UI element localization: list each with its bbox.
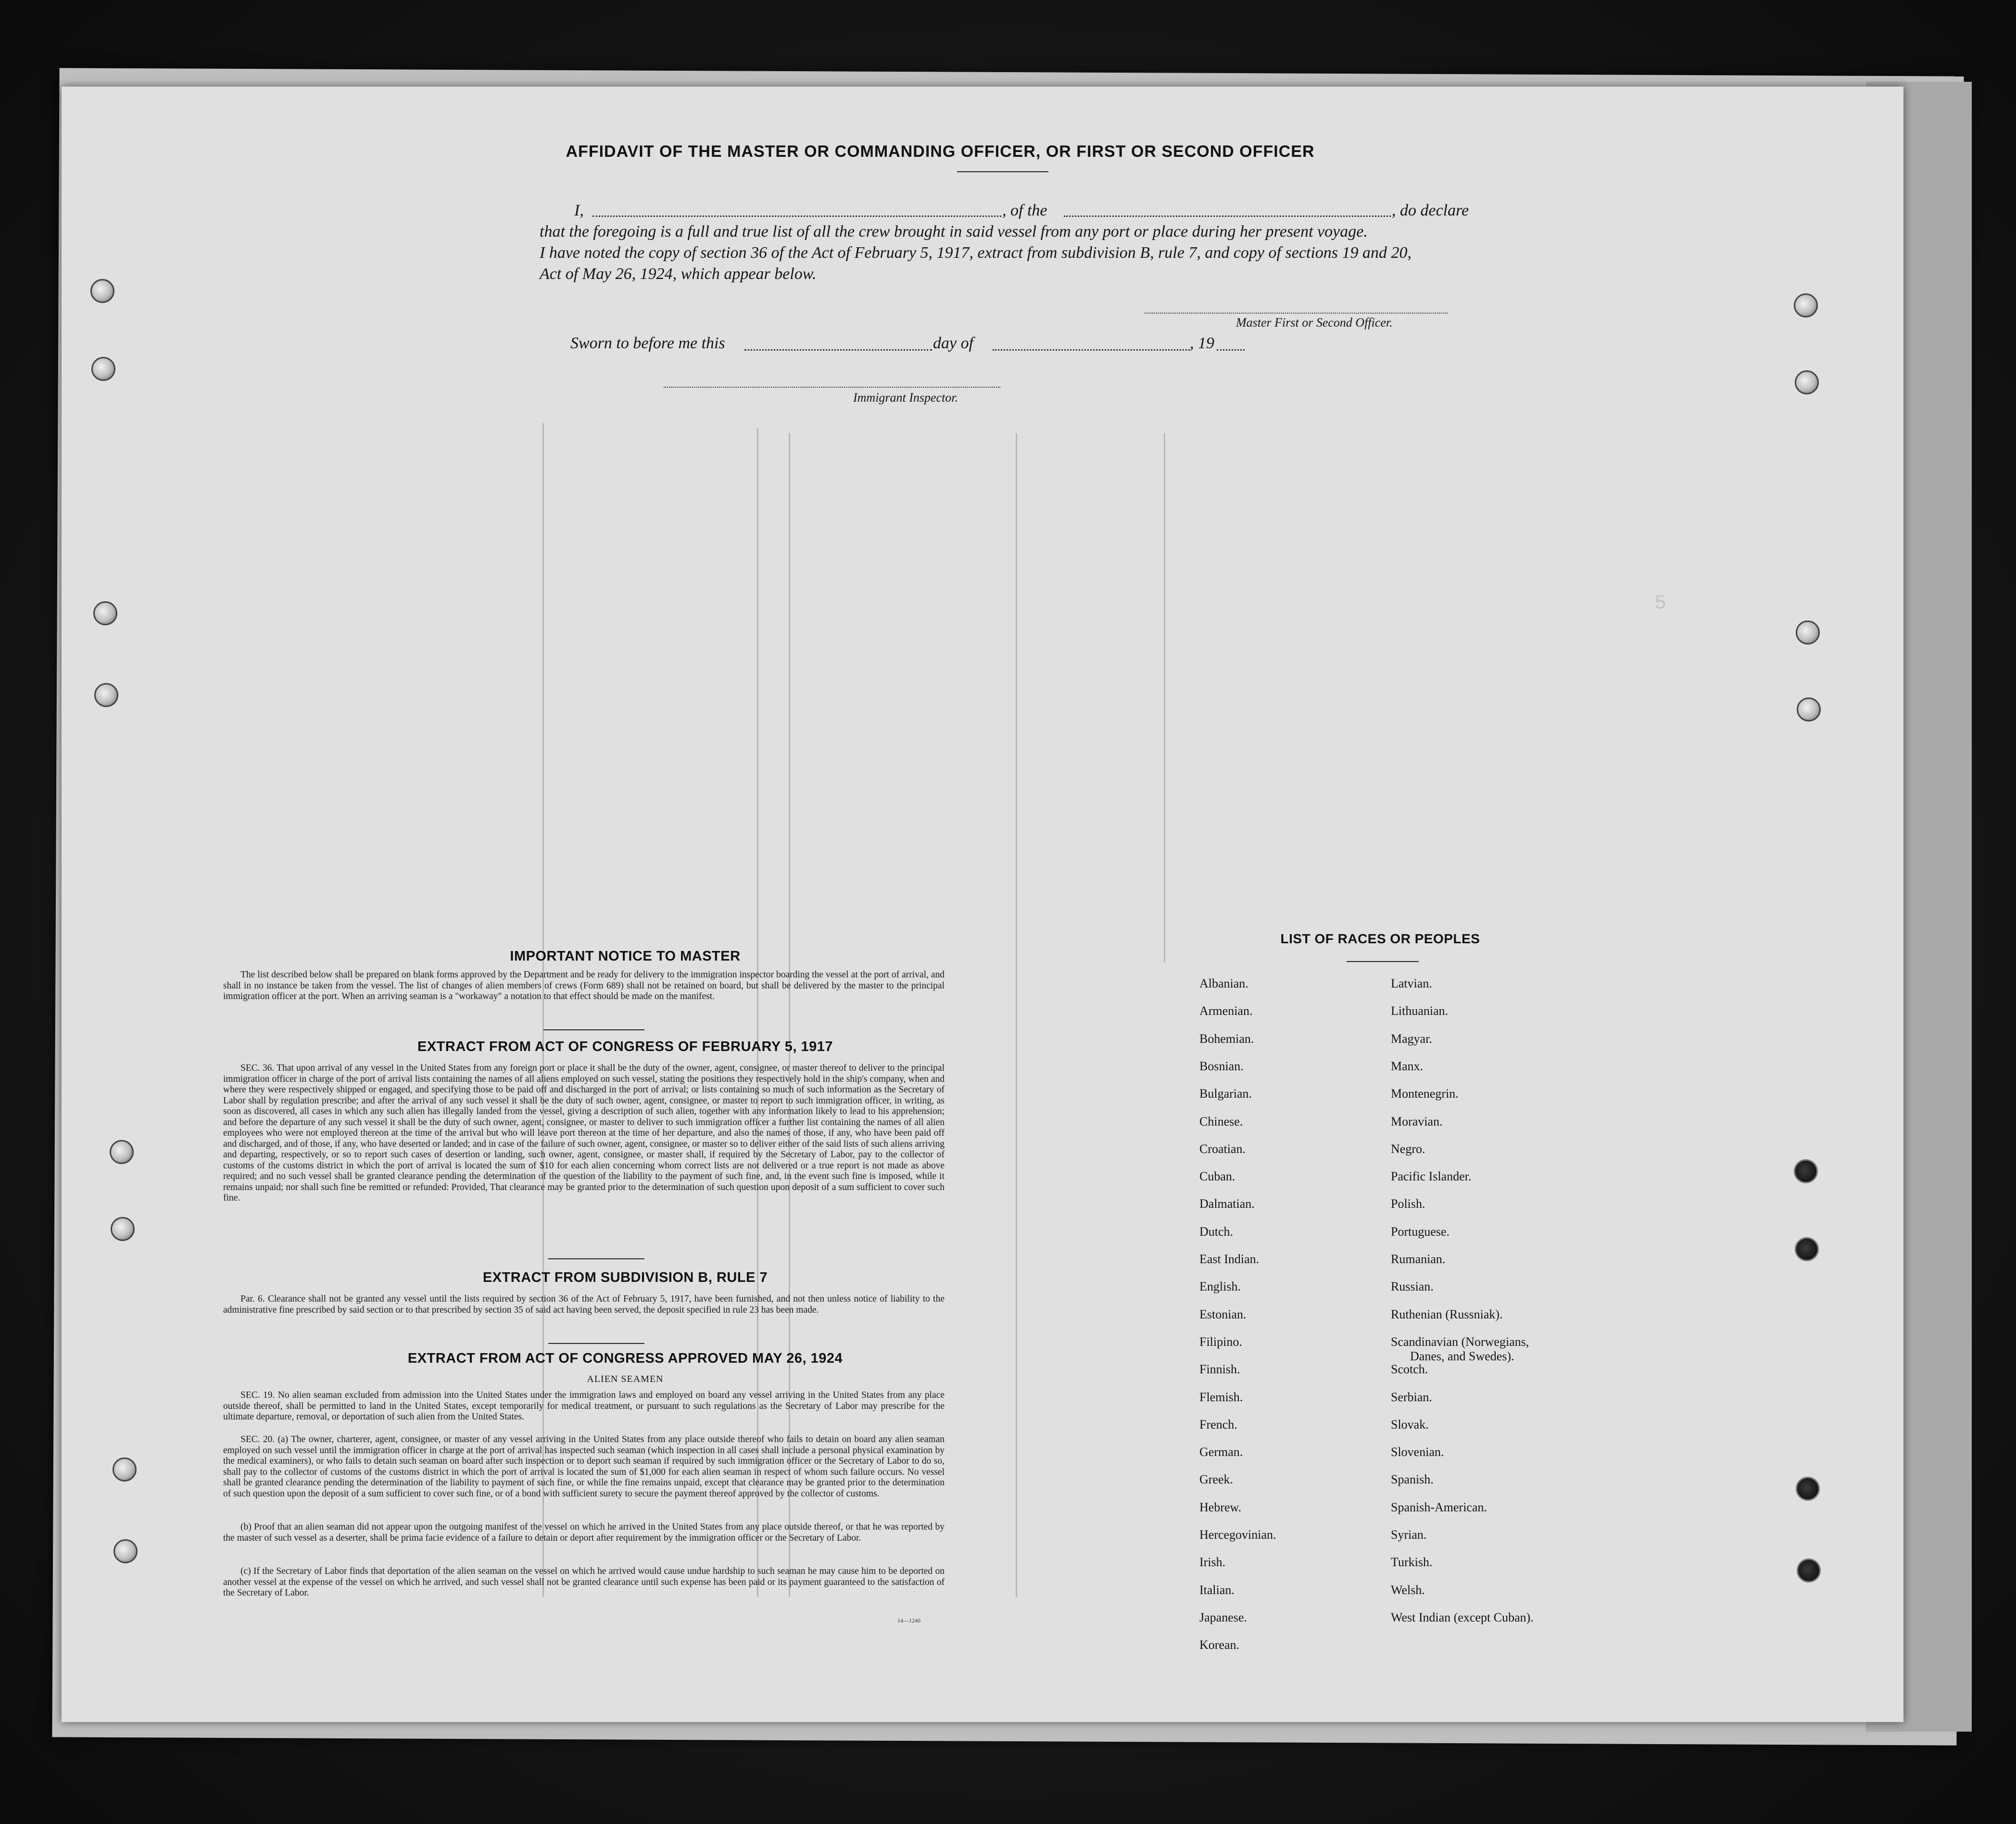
binder-hole [111, 1217, 135, 1241]
binder-hole [1796, 1477, 1820, 1501]
binder-hole [93, 601, 117, 625]
race-item: Cuban. [1199, 1169, 1235, 1184]
sec-20c-text: (c) If the Secretary of Labor finds that deportation of the alien seaman on the vessel on which he arrived would cause undue hardship to such seaman he may cause him to be deported on another vessel at the expense of the vessel on which he arrived, and such vessel shall not be granted clearance until such expense has been paid or its payment guaranteed to the satisfaction of the Secretary of Labor. [223, 1566, 945, 1598]
affidavit-line-4: Act of May 26, 1924, which appear below. [540, 265, 817, 283]
race-item: Japanese. [1199, 1610, 1247, 1624]
race-item: Moravian. [1391, 1114, 1443, 1128]
race-item: Welsh. [1391, 1583, 1425, 1597]
races-title-underline [1347, 961, 1419, 962]
race-item: Scandinavian (Norwegians, [1391, 1334, 1529, 1349]
race-item: Korean. [1199, 1638, 1240, 1652]
race-item: East Indian. [1199, 1252, 1260, 1266]
race-item: Spanish-American. [1391, 1500, 1487, 1514]
sec-20a-text: SEC. 20. (a) The owner, charterer, agent, consignee, or master of any vessel arriving in the United States from any place outside thereof who fails to detain on board any alien seaman employed on such vessel until the immigration officer in charge at the port of arrival has inspected such seaman (which inspection in all cases shall include a personal physical examination by the medical examiners), or who fails to detain such seaman on board after such inspection or to deport such seaman if required by such immigration officer or the Secretary of Labor to do so, shall pay to the collector of customs of the customs district in which the port of arrival is located the sum of $1,000 for each alien seaman in respect of whom such failure occurs. No vessel shall be granted clearance pending the determination of the liability to payment of such fine, or while the fine remains unpaid, except that clearance may be granted prior to the determination of such question upon the deposit of a sum sufficient to cover such fine, or of a bond with sufficient surety to secure the payment thereof approved by the collector of customs. [223, 1434, 945, 1499]
race-item: Lithuanian. [1391, 1004, 1449, 1018]
binder-hole [94, 683, 118, 707]
race-item: Dalmatian. [1199, 1197, 1255, 1211]
race-item: Chinese. [1199, 1114, 1243, 1128]
sworn-month-blank[interactable] [993, 349, 1190, 351]
extract-rule7-text: Par. 6. Clearance shall not be granted any vessel until the lists required by section 36 of the Act of February 5, 1917, have been furnished, and not then unless notice of liability to the administrative fine prescribed by said section or to that prescribed by section 35 of said act having been served, the deposit specified in rule 23 has been made. [223, 1294, 945, 1315]
race-item: Latvian. [1391, 976, 1432, 990]
race-item: Hercegovinian. [1199, 1528, 1276, 1542]
binder-hole [91, 357, 115, 381]
race-item: Finnish. [1199, 1362, 1240, 1377]
race-item: Spanish. [1391, 1472, 1434, 1487]
race-item: Polish. [1391, 1197, 1425, 1211]
race-item: Russian. [1391, 1279, 1434, 1294]
race-item: Albanian. [1199, 976, 1248, 990]
race-item: Italian. [1199, 1583, 1235, 1597]
bleed-through-column-line [1016, 433, 1017, 1597]
binder-hole [1797, 1558, 1821, 1583]
bleed-through-text: 5 [1654, 592, 1667, 615]
declare-text: , do declare [1392, 202, 1469, 219]
notice-text: The list described below shall be prepared on blank forms approved by the Department and be ready for delivery to the immigration inspector boarding the vessel at the port of arrival, and shall in no instance be taken from the vessel. The list of changes of alien members of crews (Form 689) shall not be retained on board, but shall be delivered by the master to the principal immigration officer at the port. When an arriving seaman is a "workaway" a notation to that effect should be made on the manifest. [223, 970, 945, 1001]
binder-hole [1795, 1237, 1819, 1261]
binder-hole [1796, 621, 1820, 645]
race-item: Danes, and Swedes). [1410, 1349, 1514, 1363]
inspector-signature-label: Immigrant Inspector. [853, 391, 958, 405]
sec-19-text: SEC. 19. No alien seaman excluded from admission into the United States under the immigration laws and employed on board any vessel arriving in the United States from any place outside thereof, shall be permitted to land in the United States, except temporarily for medical treatment, or pursuant to such regulations as the Secretary of Labor may prescribe for the ultimate departure, removal, or deportation of such alien from the United States. [223, 1390, 945, 1422]
affidavit-line-2: that the foregoing is a full and true list of all the crew brought in said vessel from any port or place during her present voyage. [540, 223, 1368, 241]
section-divider [548, 1258, 644, 1259]
vessel-name-blank[interactable] [1064, 215, 1391, 217]
race-item: Turkish. [1391, 1555, 1433, 1570]
binder-hole [113, 1539, 138, 1563]
notice-title: IMPORTANT NOTICE TO MASTER [510, 949, 741, 964]
sworn-year-blank[interactable] [1217, 349, 1245, 351]
race-item: Syrian. [1391, 1528, 1427, 1542]
extract-1917-text: SEC. 36. That upon arrival of any vessel in the United States from any foreign port or place it shall be the duty of the owner, agent, consignee, or master thereof to deliver to the principal immigration officer in charge of the port of arrival lists containing the names of all aliens employed on such vessel, stating the positions they respectively hold in the ship's company, when and where they were respectively shipped or engaged, and specifying those to be paid off and discharged in the port of arrival; or lists containing so much of such information as the Secretary of Labor shall by regulation prescribe; and after the arrival of any such vessel it shall be the duty of such owner, agent, consignee, or master to report to such immigration officer, in writing, as soon as discovered, all cases in which any such alien has illegally landed from the vessel, giving a description of such alien, together with any information likely to lead to his apprehension; and before the departure of any such vessel it shall be the duty of such owner, agent, consignee, or master to deliver to such immigration officer a further list containing the names of all alien employees who were not employed thereon at the time of the arrival but who will leave port thereon at the time of her departure, and also the names of those, if any, who have been paid off and discharged, and of those, if any, who have deserted or landed; and in case of the failure of such owner, agent, consignee, or master so to deliver either of the said lists of such aliens arriving and departing, respectively, or so to report such cases of desertion or landing, such owner, agent, consignee, or master shall, if required by the Secretary of Labor, pay to the collector of customs of the customs district in which the port of arrival is located the sum of $10 for each alien concerning whom correct lists are not delivered or a true report is not made as above required; and no such vessel shall be granted clearance pending the determination of the question of the liability to the payment of such fine, and, in the event such fine is imposed, while it remains unpaid; nor shall such fine be remitted or refunded: Provided, That clearance may be granted prior to the determination of such question upon deposit of a sum sufficient to cover such fine. [223, 1063, 945, 1203]
sworn-day-blank[interactable] [744, 349, 932, 351]
race-item: Negro. [1391, 1141, 1425, 1156]
bleed-through-column-line [1164, 433, 1165, 962]
race-item: Montenegrin. [1391, 1087, 1459, 1101]
race-item: Pacific Islander. [1391, 1169, 1472, 1184]
section-divider [543, 1029, 644, 1030]
race-item: Slovenian. [1391, 1445, 1444, 1459]
race-item: Manx. [1391, 1059, 1424, 1073]
sworn-year-prefix: , 19 [1190, 334, 1214, 352]
binder-hole [110, 1140, 134, 1164]
inspector-signature-blank[interactable] [664, 387, 1000, 388]
race-item: Serbian. [1391, 1390, 1432, 1404]
race-item: Armenian. [1199, 1004, 1253, 1018]
race-item: Flemish. [1199, 1390, 1243, 1404]
extract-1924-title: EXTRACT FROM ACT OF CONGRESS APPROVED MAY 26, 1924 [407, 1351, 843, 1366]
race-item: German. [1199, 1445, 1243, 1459]
race-item: Bohemian. [1199, 1031, 1254, 1046]
affidavit-line-3: I have noted the copy of section 36 of the Act of February 5, 1917, extract from subdivision B, rule 7, and copy of sections 19 and 20, [540, 244, 1412, 262]
affiant-prefix: I, [574, 202, 584, 219]
section-divider [548, 1343, 644, 1344]
title-underline [957, 171, 1048, 172]
officer-signature-label: Master First or Second Officer. [1236, 316, 1393, 329]
affiant-name-blank[interactable] [592, 215, 1001, 217]
officer-signature-blank[interactable] [1145, 313, 1448, 314]
binder-hole [90, 279, 114, 303]
binder-hole [1794, 293, 1818, 317]
race-item: Greek. [1199, 1472, 1234, 1487]
race-item: Estonian. [1199, 1307, 1247, 1321]
sec-20b-text: (b) Proof that an alien seaman did not appear upon the outgoing manifest of the vessel on which he arrived in the United States from any place outside thereof, or that he was reported by the master of such vessel as a deserter, shall be prima facie evidence of a failure to detain or deport after requirement by the immigration officer or the Secretary of Labor. [223, 1522, 945, 1543]
binder-hole [1797, 697, 1821, 722]
race-item: Slovak. [1391, 1417, 1429, 1431]
race-item: Croatian. [1199, 1141, 1246, 1156]
extract-1917-title: EXTRACT FROM ACT OF CONGRESS OF FEBRUARY 5, 1917 [417, 1039, 833, 1054]
race-item: Bosnian. [1199, 1059, 1244, 1073]
race-item: Magyar. [1391, 1031, 1432, 1046]
binder-hole [1794, 1159, 1818, 1183]
race-item: Hebrew. [1199, 1500, 1242, 1514]
race-item: Filipino. [1199, 1334, 1242, 1349]
sworn-day-of: day of [933, 334, 974, 352]
race-item: Portuguese. [1391, 1224, 1450, 1239]
form-number: 14—1240 [897, 1617, 920, 1624]
races-title: LIST OF RACES OR PEOPLES [1280, 931, 1480, 946]
race-item: English. [1199, 1279, 1241, 1294]
race-item: Ruthenian (Russniak). [1391, 1307, 1503, 1321]
extract-rule7-title: EXTRACT FROM SUBDIVISION B, RULE 7 [482, 1270, 768, 1285]
sworn-prefix: Sworn to before me this [570, 334, 725, 352]
race-item: Dutch. [1199, 1224, 1234, 1239]
binder-hole [113, 1457, 137, 1482]
of-the-text: , of the [1002, 202, 1047, 219]
race-item: West Indian (except Cuban). [1391, 1610, 1534, 1624]
affidavit-title: AFFIDAVIT OF THE MASTER OR COMMANDING OFFICER, OR FIRST OR SECOND OFFICER [566, 142, 1315, 161]
alien-seamen-subtitle: ALIEN SEAMEN [587, 1374, 664, 1384]
race-item: Irish. [1199, 1555, 1226, 1570]
race-item: Bulgarian. [1199, 1087, 1252, 1101]
binder-hole [1795, 370, 1819, 394]
race-item: Scotch. [1391, 1362, 1428, 1377]
race-item: Rumanian. [1391, 1252, 1446, 1266]
race-item: French. [1199, 1417, 1237, 1431]
